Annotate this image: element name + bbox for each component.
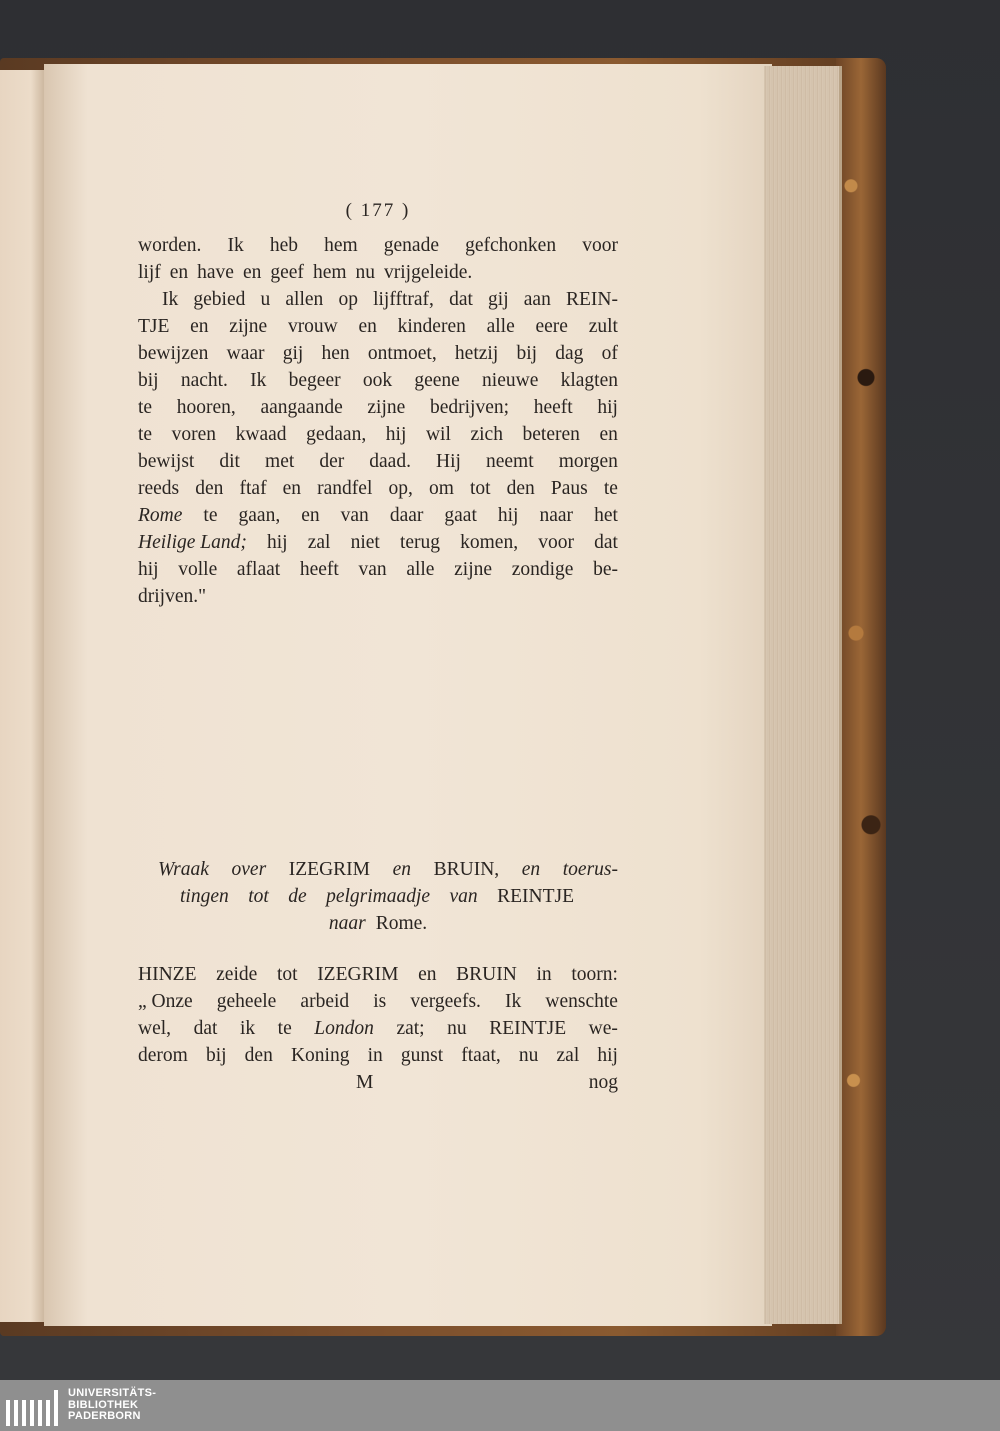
word: hij	[597, 1045, 618, 1066]
text-line	[138, 529, 618, 556]
text-line	[138, 961, 618, 988]
word: we-	[588, 1018, 618, 1039]
library-logo-icon	[6, 1386, 58, 1426]
word: den	[506, 478, 535, 499]
word: „ Onze	[138, 991, 193, 1012]
word: ftaf	[239, 478, 267, 499]
word: ftaat,	[461, 1045, 501, 1066]
word: toorn:	[571, 964, 618, 985]
word: gaat	[444, 505, 477, 526]
word: der	[319, 451, 345, 472]
word: lijfftraf,	[373, 289, 434, 310]
word: IZEGRIM	[317, 964, 399, 985]
word: en	[521, 859, 541, 880]
left-page	[0, 70, 44, 1322]
text-line	[138, 448, 618, 475]
word: wil	[425, 424, 451, 445]
word: in	[367, 1045, 383, 1066]
word: voren	[171, 424, 217, 445]
paragraph-3	[138, 961, 618, 1096]
word: dat	[449, 289, 473, 310]
word: drijven."	[138, 586, 207, 607]
word: nacht.	[180, 370, 228, 391]
word: nu	[518, 1045, 539, 1066]
word: en	[418, 964, 437, 985]
word: arbeid	[300, 991, 350, 1012]
text-line	[138, 259, 618, 286]
word: de	[288, 886, 307, 907]
word: vrijgeleide.	[384, 262, 473, 283]
word: en	[242, 262, 262, 283]
word: Ik	[250, 370, 267, 391]
word: hem	[312, 262, 347, 283]
heading-line	[138, 856, 618, 883]
word: beteren	[522, 424, 580, 445]
word: be-	[593, 559, 618, 580]
word: het	[594, 505, 618, 526]
word: Ik	[505, 991, 522, 1012]
word: den	[195, 478, 224, 499]
word: REIN-	[565, 289, 618, 310]
library-name	[68, 1388, 156, 1423]
word: om	[428, 478, 454, 499]
word: zal	[307, 532, 331, 553]
text-line	[138, 286, 618, 313]
word: London	[314, 1018, 374, 1039]
word: Paus	[550, 478, 588, 499]
word: en	[282, 478, 302, 499]
word: van	[358, 559, 387, 580]
text-line	[138, 475, 618, 502]
word: op,	[388, 478, 413, 499]
word: geheele	[216, 991, 277, 1012]
word: zeide	[216, 964, 258, 985]
word: zondige	[511, 559, 574, 580]
word: zal	[556, 1045, 580, 1066]
word: eere	[535, 316, 568, 337]
word: tot	[248, 886, 269, 907]
word: met	[265, 451, 295, 472]
word: geene	[414, 370, 460, 391]
word: BRUIN,	[433, 859, 500, 880]
word: alle	[406, 559, 435, 580]
word: wel,	[138, 1018, 172, 1039]
word: te	[138, 397, 153, 418]
word: Wraak	[158, 859, 209, 880]
word: zijne	[454, 559, 493, 580]
word: nieuwe	[482, 370, 539, 391]
word: te	[603, 478, 618, 499]
word: Hij	[436, 451, 461, 472]
word: hij	[497, 505, 519, 526]
word: hij	[385, 424, 407, 445]
word: in	[536, 964, 552, 985]
word: toerus-	[562, 859, 618, 880]
word: alle	[486, 316, 515, 337]
word: gefchonken	[465, 235, 557, 256]
word: vrouw	[287, 316, 338, 337]
word: IZEGRIM	[288, 859, 371, 880]
word: gij	[282, 343, 304, 364]
word: heeft	[299, 559, 339, 580]
word: hij	[266, 532, 288, 553]
word: nu	[355, 262, 376, 283]
word: gedaan,	[306, 424, 367, 445]
word: hij	[138, 559, 159, 580]
word: HINZE	[138, 964, 197, 985]
word: Heilige Land;	[138, 532, 247, 553]
word: REINTJE	[489, 1018, 567, 1039]
word: randfel	[317, 478, 373, 499]
word: waar	[226, 343, 265, 364]
word: gij	[488, 289, 509, 310]
word: wenschte	[545, 991, 618, 1012]
word: dat	[193, 1018, 218, 1039]
word: have	[197, 262, 234, 283]
page-number: ( 177 )	[345, 200, 411, 221]
word: TJE	[138, 316, 170, 337]
word: gebied	[193, 289, 246, 310]
word: te	[203, 505, 218, 526]
word: zult	[588, 316, 618, 337]
word: vergeefs.	[410, 991, 481, 1012]
word: van	[340, 505, 369, 526]
word: zat;	[396, 1018, 425, 1039]
word: van	[449, 886, 478, 907]
word: derom	[138, 1045, 188, 1066]
word: BRUIN	[456, 964, 517, 985]
text-line	[138, 340, 618, 367]
word: neemt	[485, 451, 534, 472]
word: bij	[138, 370, 159, 391]
word: en	[358, 316, 377, 337]
text-line	[138, 394, 618, 421]
word: daad.	[369, 451, 411, 472]
word: hooren,	[176, 397, 236, 418]
word: morgen	[558, 451, 618, 472]
word: dit	[219, 451, 240, 472]
word: u	[260, 289, 271, 310]
word: naar	[539, 505, 574, 526]
word: bewijst	[138, 451, 195, 472]
signature-mark: M	[356, 1072, 374, 1093]
library-name-line: UNIVERSITÄTS-	[68, 1387, 157, 1400]
word: daar	[389, 505, 424, 526]
word: niet	[350, 532, 380, 553]
word: ontmoet,	[367, 343, 437, 364]
text-line	[138, 556, 618, 583]
word: over	[231, 859, 267, 880]
word: gaan,	[238, 505, 281, 526]
word: hij	[597, 397, 618, 418]
word: bij	[516, 343, 538, 364]
word: te	[138, 424, 153, 445]
word: tot	[276, 964, 298, 985]
word: dag	[555, 343, 584, 364]
word: hem	[324, 235, 358, 256]
word: of	[601, 343, 618, 364]
word: Rome.	[375, 913, 428, 934]
word: klagten	[560, 370, 618, 391]
word: komen,	[460, 532, 519, 553]
library-banner	[0, 1380, 1000, 1431]
word: kwaad	[235, 424, 287, 445]
heading-line	[138, 910, 618, 937]
word: zich	[470, 424, 503, 445]
word: heb	[269, 235, 298, 256]
word: hen	[321, 343, 350, 364]
word: nu	[447, 1018, 467, 1039]
word: aan	[523, 289, 551, 310]
word: voor	[582, 235, 618, 256]
word: Ik	[227, 235, 244, 256]
word: zijne	[229, 316, 268, 337]
heading-line	[138, 883, 618, 910]
word: ook	[362, 370, 393, 391]
page-text	[138, 200, 618, 1096]
word: genade	[383, 235, 439, 256]
word: Rome	[138, 505, 183, 526]
word: REINTJE	[497, 886, 574, 907]
word: heeft	[533, 397, 573, 418]
word: terug	[399, 532, 441, 553]
word: bedrijven;	[429, 397, 510, 418]
word: dat	[594, 532, 618, 553]
word: te	[277, 1018, 292, 1039]
paragraph-2	[138, 286, 618, 610]
word: lijf	[138, 262, 161, 283]
word: voor	[538, 532, 574, 553]
word: aflaat	[236, 559, 281, 580]
word: tingen	[180, 886, 229, 907]
word: worden.	[138, 235, 202, 256]
word: en	[190, 316, 209, 337]
word: zijne	[367, 397, 406, 418]
word: gunst	[400, 1045, 444, 1066]
word: Koning	[290, 1045, 350, 1066]
text-line	[138, 367, 618, 394]
word: den	[244, 1045, 273, 1066]
word: en	[169, 262, 189, 283]
word: kinderen	[397, 316, 466, 337]
word: bij	[205, 1045, 227, 1066]
section-heading	[138, 856, 618, 937]
text-line	[138, 232, 618, 259]
page-edges	[764, 66, 842, 1324]
text-line	[138, 313, 618, 340]
word: op	[338, 289, 358, 310]
word: volle	[178, 559, 218, 580]
word: bewijzen	[138, 343, 209, 364]
word: en	[599, 424, 618, 445]
word: en	[392, 859, 412, 880]
library-name-line: BIBLIOTHEK	[68, 1398, 139, 1411]
word: allen	[285, 289, 324, 310]
text-line	[138, 502, 618, 529]
catchword: nog	[588, 1072, 618, 1093]
marbled-edge	[836, 58, 886, 1336]
paragraph-1	[138, 232, 618, 286]
word: Ik	[162, 289, 179, 310]
library-name-line: PADERBORN	[68, 1410, 141, 1423]
text-line	[138, 1015, 618, 1042]
word: begeer	[288, 370, 341, 391]
text-line	[138, 988, 618, 1015]
word: naar	[328, 913, 366, 934]
word: geef	[270, 262, 304, 283]
word: en	[301, 505, 320, 526]
word: tot	[469, 478, 491, 499]
word: ik	[239, 1018, 256, 1039]
text-line	[138, 421, 618, 448]
text-line	[138, 583, 618, 610]
text-line	[138, 1042, 618, 1069]
word: is	[373, 991, 387, 1012]
word: reeds	[138, 478, 180, 499]
page-footer	[138, 1069, 618, 1096]
word: aangaande	[260, 397, 343, 418]
word: pelgrimaadje	[326, 886, 431, 907]
word: hetzij	[454, 343, 499, 364]
